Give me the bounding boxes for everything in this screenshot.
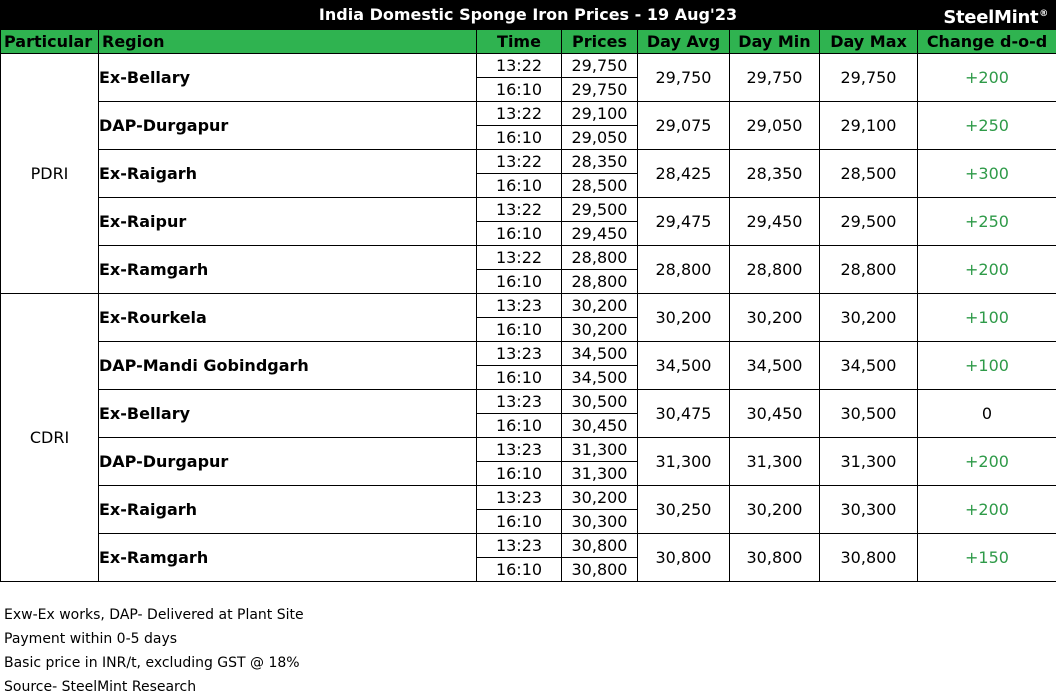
table-row [1,438,1056,462]
day-avg-cell: 30,200 [638,294,730,342]
time-cell: 13:22 [477,102,562,126]
time-cell: 13:23 [477,342,562,366]
day-min-cell: 30,200 [730,486,820,534]
change-cell: +200 [918,486,1056,534]
particular-cell: PDRI [1,54,99,294]
footnote: Basic price in INR/t, excluding GST @ 18% [4,655,300,671]
footnote: Payment within 0-5 days [4,631,178,647]
price-cell: 28,800 [562,246,638,270]
change-cell: +250 [918,102,1056,150]
change-cell: +150 [918,534,1056,582]
time-cell: 13:22 [477,246,562,270]
region-cell: DAP-Mandi Gobindgarh [99,342,477,390]
time-cell: 16:10 [477,222,562,246]
table-row [1,150,1056,174]
price-cell: 34,500 [562,342,638,366]
table-row [1,294,1056,318]
day-max-cell: 30,500 [820,390,918,438]
day-max-cell: 28,800 [820,246,918,294]
footnote: Exw-Ex works, DAP- Delivered at Plant Site [4,607,304,623]
day-min-cell: 31,300 [730,438,820,486]
table-row [1,486,1056,510]
price-cell: 30,450 [562,414,638,438]
price-cell: 30,200 [562,294,638,318]
header-row [1,30,1056,54]
day-max-cell: 34,500 [820,342,918,390]
day-min-cell: 29,750 [730,54,820,102]
price-cell: 30,300 [562,510,638,534]
day-max-cell: 29,100 [820,102,918,150]
time-cell: 13:23 [477,438,562,462]
price-cell: 29,750 [562,78,638,102]
region-cell: Ex-Bellary [99,390,477,438]
time-cell: 16:10 [477,510,562,534]
price-cell: 31,300 [562,438,638,462]
table-row [1,198,1056,222]
day-max-cell: 30,300 [820,486,918,534]
region-cell: Ex-Ramgarh [99,534,477,582]
region-cell: DAP-Durgapur [99,438,477,486]
time-cell: 13:22 [477,198,562,222]
day-avg-cell: 30,250 [638,486,730,534]
day-max-cell: 30,800 [820,534,918,582]
price-cell: 29,100 [562,102,638,126]
price-cell: 29,750 [562,54,638,78]
col-header-prices: Prices [562,30,638,54]
day-max-cell: 29,750 [820,54,918,102]
day-avg-cell: 30,800 [638,534,730,582]
change-cell: +200 [918,54,1056,102]
table-row [1,246,1056,270]
time-cell: 16:10 [477,366,562,390]
table-row [1,390,1056,414]
price-cell: 28,800 [562,270,638,294]
price-cell: 30,500 [562,390,638,414]
time-cell: 16:10 [477,558,562,582]
change-cell: +100 [918,294,1056,342]
title-bar [0,0,1056,29]
col-header-day-max: Day Max [820,30,918,54]
price-cell: 30,200 [562,486,638,510]
time-cell: 13:22 [477,150,562,174]
day-min-cell: 28,350 [730,150,820,198]
day-avg-cell: 28,800 [638,246,730,294]
price-cell: 28,500 [562,174,638,198]
region-cell: Ex-Rourkela [99,294,477,342]
day-avg-cell: 29,075 [638,102,730,150]
day-avg-cell: 29,475 [638,198,730,246]
time-cell: 13:23 [477,486,562,510]
col-header-particular: Particular [1,30,99,54]
col-header-time: Time [477,30,562,54]
time-cell: 13:23 [477,534,562,558]
price-cell: 29,050 [562,126,638,150]
day-min-cell: 29,450 [730,198,820,246]
price-cell: 31,300 [562,462,638,486]
time-cell: 16:10 [477,174,562,198]
col-header-day-avg: Day Avg [638,30,730,54]
day-max-cell: 28,500 [820,150,918,198]
day-min-cell: 30,800 [730,534,820,582]
table-row [1,342,1056,366]
change-cell: +250 [918,198,1056,246]
region-cell: Ex-Raigarh [99,150,477,198]
day-max-cell: 30,200 [820,294,918,342]
footnotes [0,603,1056,699]
change-cell: 0 [918,390,1056,438]
price-cell: 34,500 [562,366,638,390]
table-row [1,102,1056,126]
price-cell: 29,450 [562,222,638,246]
day-min-cell: 30,450 [730,390,820,438]
change-cell: +100 [918,342,1056,390]
change-cell: +300 [918,150,1056,198]
time-cell: 16:10 [477,126,562,150]
region-cell: Ex-Raipur [99,198,477,246]
region-cell: Ex-Raigarh [99,486,477,534]
day-avg-cell: 31,300 [638,438,730,486]
day-max-cell: 31,300 [820,438,918,486]
day-avg-cell: 34,500 [638,342,730,390]
table-row [1,54,1056,78]
time-cell: 16:10 [477,462,562,486]
particular-cell: CDRI [1,294,99,582]
region-cell: Ex-Ramgarh [99,246,477,294]
day-min-cell: 34,500 [730,342,820,390]
table-row [1,534,1056,558]
table-body [1,54,1056,582]
day-avg-cell: 30,475 [638,390,730,438]
price-cell: 30,800 [562,534,638,558]
price-cell: 30,200 [562,318,638,342]
day-min-cell: 29,050 [730,102,820,150]
price-cell: 28,350 [562,150,638,174]
price-cell: 29,500 [562,198,638,222]
price-cell: 30,800 [562,558,638,582]
region-cell: Ex-Bellary [99,54,477,102]
time-cell: 16:10 [477,270,562,294]
footnote: Source- SteelMint Research [4,679,197,695]
col-header-day-min: Day Min [730,30,820,54]
time-cell: 13:23 [477,294,562,318]
time-cell: 16:10 [477,78,562,102]
change-cell: +200 [918,246,1056,294]
change-cell: +200 [918,438,1056,486]
report-title: India Domestic Sponge Iron Prices - 19 Aug'23 [318,5,738,24]
col-header-change: Change d-o-d [918,30,1056,54]
time-cell: 13:23 [477,390,562,414]
time-cell: 16:10 [477,318,562,342]
col-header-region: Region [99,30,477,54]
day-avg-cell: 29,750 [638,54,730,102]
day-min-cell: 28,800 [730,246,820,294]
brand-logo: SteelMint® [943,7,1048,28]
day-max-cell: 29,500 [820,198,918,246]
region-cell: DAP-Durgapur [99,102,477,150]
price-table [0,29,1056,582]
time-cell: 13:22 [477,54,562,78]
time-cell: 16:10 [477,414,562,438]
day-min-cell: 30,200 [730,294,820,342]
day-avg-cell: 28,425 [638,150,730,198]
brand-name: SteelMint [943,7,1039,28]
